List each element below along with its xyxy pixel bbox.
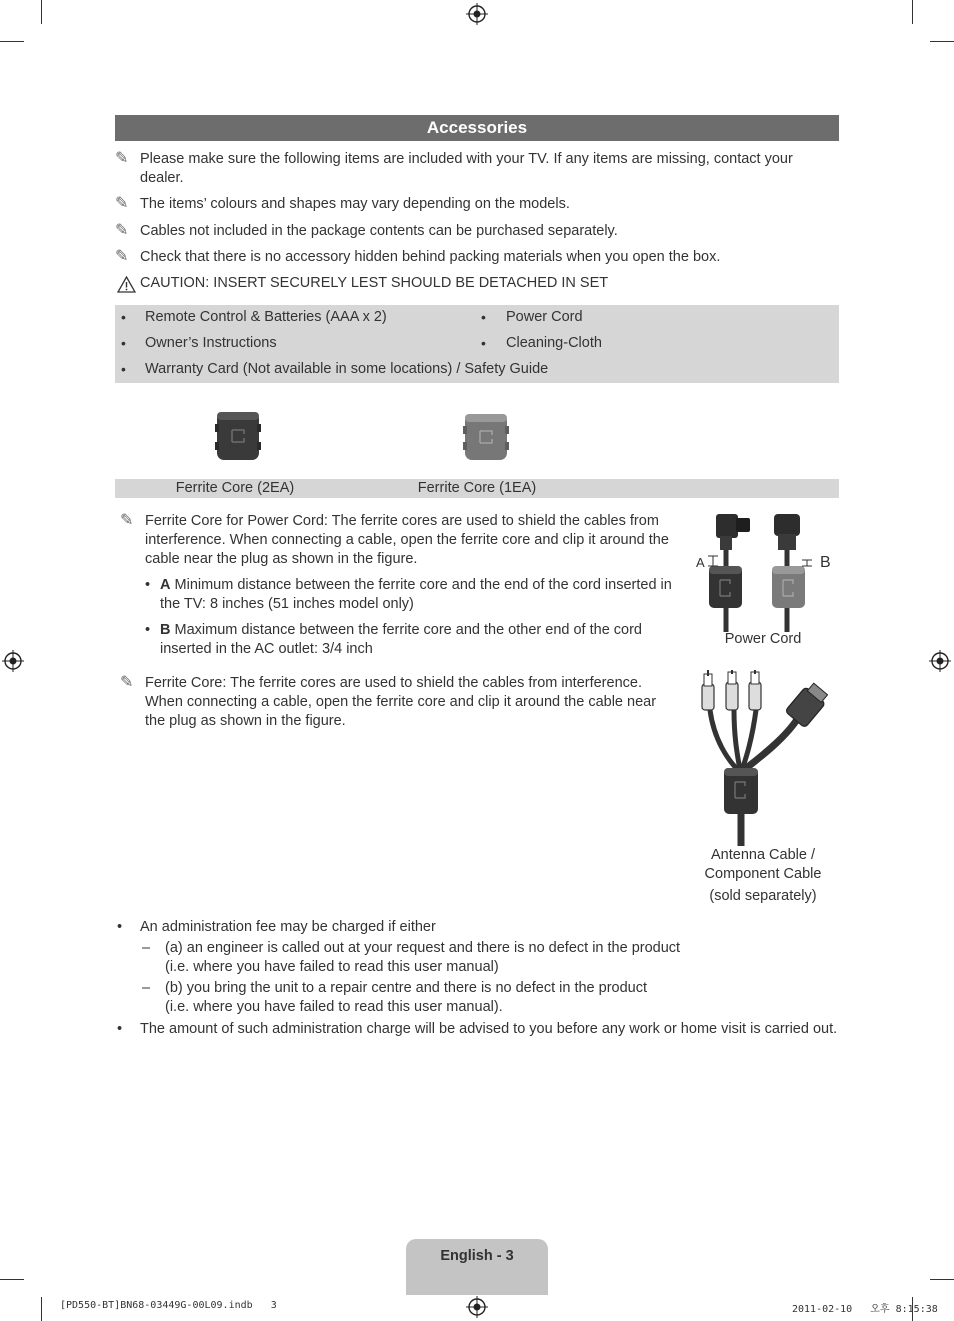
list-item: Cleaning-Cloth: [506, 335, 602, 351]
distance-b-text: Maximum distance between the ferrite core and the other end of the cord inserted in the AC outlet: 3/4 inch: [160, 622, 642, 657]
ferrite-core-image: [462, 412, 510, 462]
registration-mark-icon: [466, 3, 488, 25]
warning-triangle-icon: [117, 276, 136, 293]
note-item: [115, 150, 815, 188]
bullet: •: [117, 1021, 123, 1037]
crop-mark: [41, 1297, 42, 1321]
bullet: •: [481, 309, 486, 325]
power-cord-image: [694, 510, 839, 635]
pencil-note-icon: ✎: [115, 248, 129, 265]
print-slug-left: [PD550-BT]BN68-03449G-00L09.indb 3: [60, 1300, 277, 1311]
admin-text: (a) an engineer is called out at your request and there is no defect in the product: [165, 940, 681, 956]
note-text: Please make sure the following items are included with your TV. If any items are missing, contact your dealer.: [140, 151, 793, 186]
ferrite-core-note: [120, 674, 675, 731]
admin-text: (b) you bring the unit to a repair centre and there is no defect in the product: [165, 980, 648, 996]
list-item: Remote Control & Batteries (AAA x 2): [145, 309, 387, 325]
note-text: Cables not included in the package contents can be purchased separately.: [140, 223, 618, 239]
caution-text: CAUTION: INSERT SECURELY LEST SHOULD BE DETACHED IN SET: [140, 275, 609, 291]
cable-caption-line3: (sold separately): [709, 888, 817, 904]
pencil-note-icon: ✎: [115, 150, 129, 167]
pencil-note-icon: ✎: [115, 195, 129, 212]
list-item: Owner’s Instructions: [145, 335, 277, 351]
cable-caption-line2: Component Cable: [704, 866, 822, 882]
admin-text: (i.e. where you have failed to read this user manual): [165, 959, 499, 975]
distance-a-item: [145, 576, 685, 614]
ferrite-2ea-caption: Ferrite Core (2EA): [175, 480, 295, 496]
note-item: [115, 222, 815, 241]
distance-b-item: [145, 621, 685, 659]
list-item: Warranty Card (Not available in some locations) / Safety Guide: [145, 361, 549, 377]
bullet: •: [121, 309, 126, 325]
items-list: [115, 305, 839, 383]
registration-mark-icon: [2, 650, 24, 672]
pencil-note-icon: ✎: [120, 674, 134, 691]
crop-mark: [930, 41, 954, 42]
crop-mark: [41, 0, 42, 24]
section-title: Accessories: [115, 115, 839, 141]
ferrite-core-image: [214, 410, 262, 462]
caution-line: [115, 274, 835, 293]
bullet: •: [145, 622, 151, 638]
cable-caption-line1: Antenna Cable /: [711, 847, 815, 863]
pencil-note-icon: ✎: [120, 512, 134, 529]
list-item: Power Cord: [506, 309, 583, 325]
crop-mark: [930, 1279, 954, 1280]
figure-label-b: B: [820, 554, 831, 571]
admin-text: An administration fee may be charged if either: [140, 919, 436, 935]
figure-label-a: A: [696, 555, 705, 570]
note-text: The items’ colours and shapes may vary depending on the models.: [140, 196, 570, 212]
label-b: B: [160, 622, 171, 638]
admin-text: The amount of such administration charge will be advised to you before any work or home visit is carried out.: [140, 1021, 838, 1037]
ferrite-1ea-caption: Ferrite Core (1EA): [417, 480, 537, 496]
admin-text: (i.e. where you have failed to read this user manual).: [165, 999, 503, 1015]
bullet: •: [145, 577, 151, 593]
dash: –: [142, 980, 151, 996]
registration-mark-icon: [929, 650, 951, 672]
admin-bullet: [115, 918, 839, 937]
print-slug-right: 2011-02-10 오후 8:15:38: [792, 1304, 938, 1315]
power-cord-caption: Power Cord: [724, 631, 802, 647]
bullet: •: [117, 919, 123, 935]
crop-mark: [0, 41, 24, 42]
admin-dash-item: [140, 939, 840, 977]
crop-mark: [912, 0, 913, 24]
note-item: [115, 195, 815, 214]
crop-mark: [0, 1279, 24, 1280]
distance-a-text: Minimum distance between the ferrite core and the end of the cord inserted in the TV: 8 inches (51 inches model only): [160, 577, 672, 612]
note-text: Ferrite Core: The ferrite cores are used to shield the cables from interference. When connecting a cable, open the ferrite core and clip it around the cable near the plug as shown in the figure.: [145, 675, 657, 729]
power-cord-note: [120, 512, 685, 569]
bullet: •: [121, 335, 126, 351]
registration-mark-icon: [466, 1296, 488, 1318]
label-a: A: [160, 577, 171, 593]
note-item: [115, 248, 815, 267]
page-number-tab: English - 3: [406, 1239, 548, 1295]
pencil-note-icon: ✎: [115, 222, 129, 239]
antenna-component-cable-image: [694, 670, 834, 850]
note-text: Check that there is no accessory hidden behind packing materials when you open the box.: [140, 249, 721, 265]
bullet: •: [121, 361, 126, 377]
note-text: Ferrite Core for Power Cord: The ferrite cores are used to shield the cables from interference. When connecting a cable, open the ferrite core and clip it around the cable near the plug as shown in the figure.: [145, 513, 669, 567]
dash: –: [142, 940, 151, 956]
admin-dash-item: [140, 979, 840, 1017]
bullet: •: [481, 335, 486, 351]
admin-bullet: [115, 1020, 850, 1039]
